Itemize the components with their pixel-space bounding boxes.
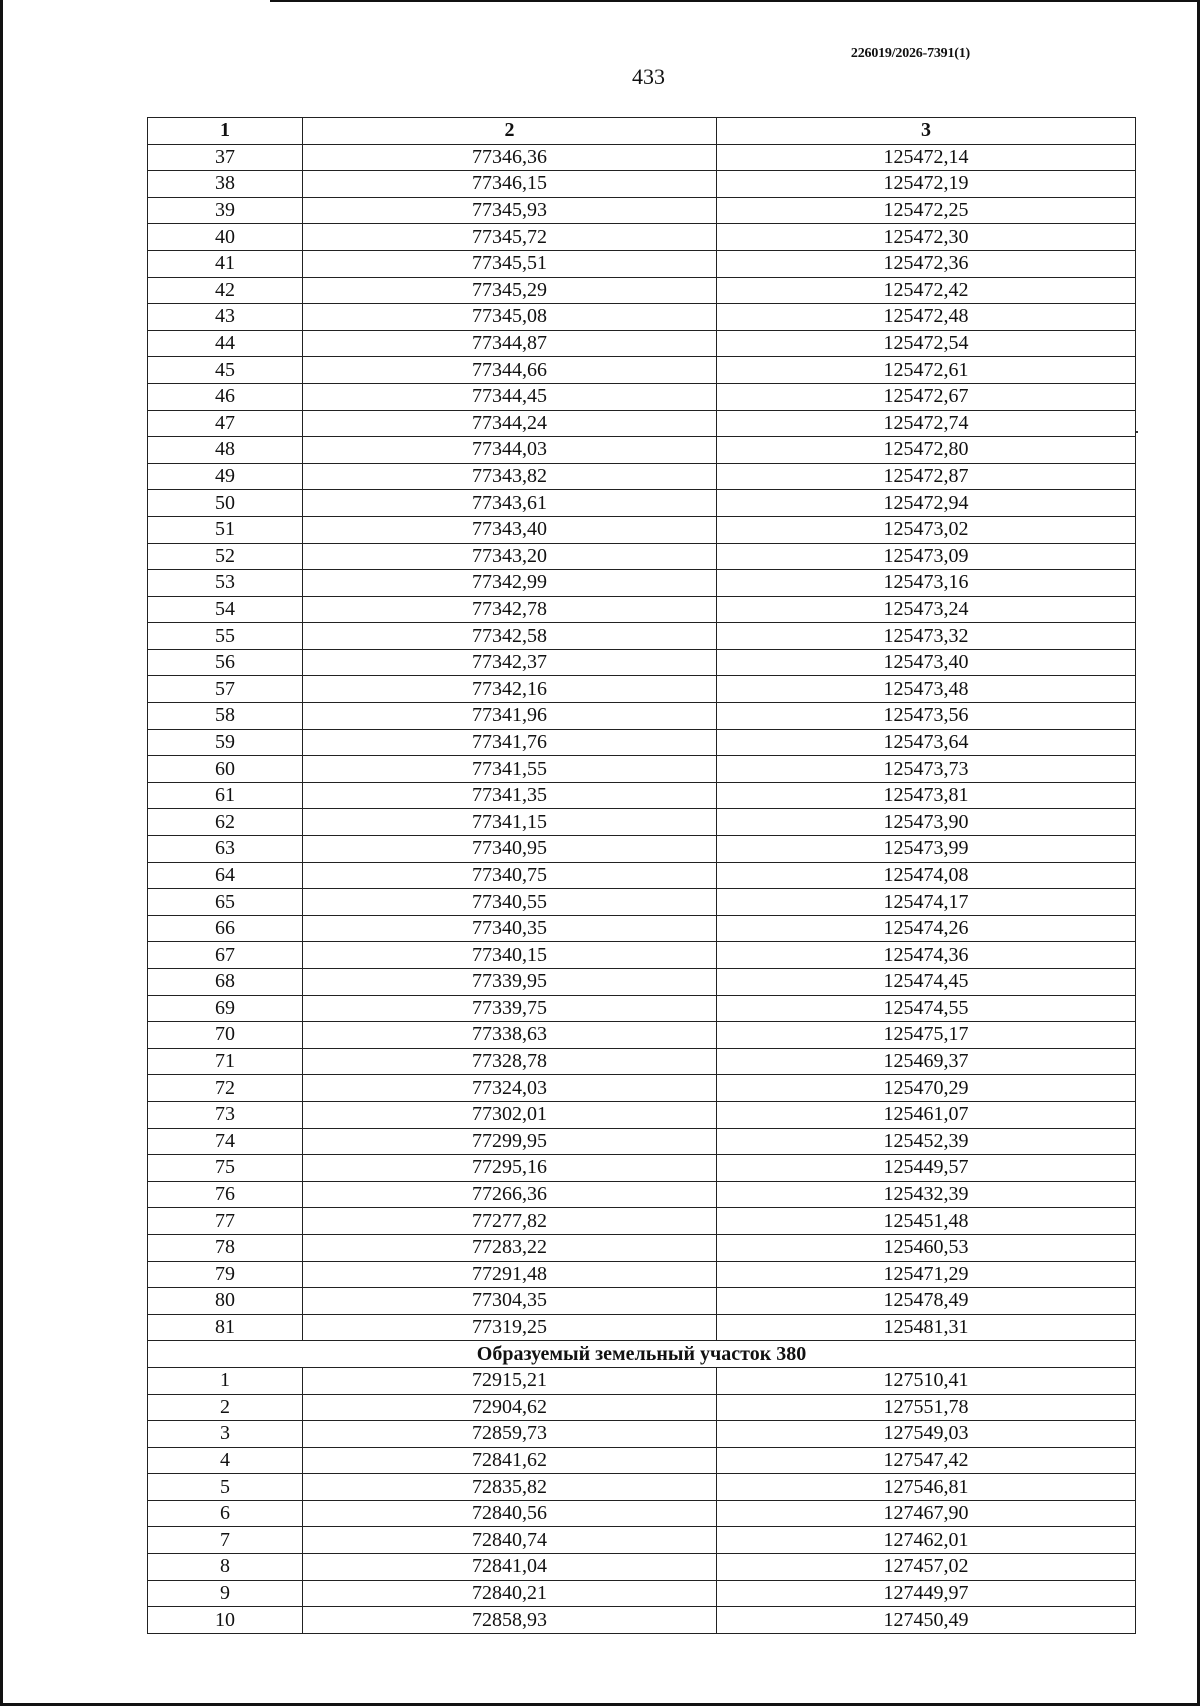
x-coordinate-cell: 72841,62 bbox=[303, 1447, 717, 1474]
column-header-x: 2 bbox=[303, 118, 717, 145]
point-number-cell: 78 bbox=[148, 1234, 303, 1261]
table-row bbox=[148, 676, 1136, 703]
table-row bbox=[148, 277, 1136, 304]
table-row bbox=[148, 623, 1136, 650]
y-coordinate-cell: 125472,67 bbox=[717, 383, 1136, 410]
table-row bbox=[148, 1181, 1136, 1208]
x-coordinate-cell: 77340,95 bbox=[303, 836, 717, 863]
x-coordinate-cell: 77324,03 bbox=[303, 1075, 717, 1102]
point-number-cell: 66 bbox=[148, 915, 303, 942]
y-coordinate-cell: 125472,94 bbox=[717, 490, 1136, 517]
y-coordinate-cell: 125473,81 bbox=[717, 782, 1136, 809]
table-row bbox=[148, 836, 1136, 863]
table-row bbox=[148, 1580, 1136, 1607]
table-row bbox=[148, 729, 1136, 756]
y-coordinate-cell: 125472,42 bbox=[717, 277, 1136, 304]
table-row bbox=[148, 437, 1136, 464]
y-coordinate-cell: 125474,36 bbox=[717, 942, 1136, 969]
y-coordinate-cell: 125472,48 bbox=[717, 304, 1136, 331]
x-coordinate-cell: 77319,25 bbox=[303, 1314, 717, 1341]
x-coordinate-cell: 72840,74 bbox=[303, 1527, 717, 1554]
y-coordinate-cell: 127510,41 bbox=[717, 1367, 1136, 1394]
section-header-row bbox=[148, 1341, 1136, 1368]
x-coordinate-cell: 77266,36 bbox=[303, 1181, 717, 1208]
table-row bbox=[148, 490, 1136, 517]
table-row bbox=[148, 809, 1136, 836]
table-row bbox=[148, 144, 1136, 171]
y-coordinate-cell: 127449,97 bbox=[717, 1580, 1136, 1607]
y-coordinate-cell: 125474,17 bbox=[717, 889, 1136, 916]
point-number-cell: 1 bbox=[148, 1367, 303, 1394]
x-coordinate-cell: 77339,75 bbox=[303, 995, 717, 1022]
y-coordinate-cell: 127547,42 bbox=[717, 1447, 1136, 1474]
x-coordinate-cell: 77344,87 bbox=[303, 330, 717, 357]
x-coordinate-cell: 72904,62 bbox=[303, 1394, 717, 1421]
point-number-cell: 54 bbox=[148, 596, 303, 623]
table-row bbox=[148, 1367, 1136, 1394]
x-coordinate-cell: 72840,21 bbox=[303, 1580, 717, 1607]
y-coordinate-cell: 125473,09 bbox=[717, 543, 1136, 570]
x-coordinate-cell: 77295,16 bbox=[303, 1155, 717, 1182]
point-number-cell: 49 bbox=[148, 463, 303, 490]
x-coordinate-cell: 72859,73 bbox=[303, 1421, 717, 1448]
table-row bbox=[148, 1208, 1136, 1235]
table-row bbox=[148, 1048, 1136, 1075]
table-row bbox=[148, 1128, 1136, 1155]
page-number: 433 bbox=[632, 64, 665, 89]
point-number-cell: 67 bbox=[148, 942, 303, 969]
point-number-cell: 38 bbox=[148, 171, 303, 198]
y-coordinate-cell: 125469,37 bbox=[717, 1048, 1136, 1075]
point-number-cell: 72 bbox=[148, 1075, 303, 1102]
y-coordinate-cell: 125472,19 bbox=[717, 171, 1136, 198]
y-coordinate-cell: 125474,55 bbox=[717, 995, 1136, 1022]
point-number-cell: 73 bbox=[148, 1101, 303, 1128]
table-row bbox=[148, 1607, 1136, 1634]
point-number-cell: 68 bbox=[148, 969, 303, 996]
x-coordinate-cell: 77343,61 bbox=[303, 490, 717, 517]
y-coordinate-cell: 125473,48 bbox=[717, 676, 1136, 703]
point-number-cell: 56 bbox=[148, 649, 303, 676]
y-coordinate-cell: 125473,90 bbox=[717, 809, 1136, 836]
x-coordinate-cell: 77343,40 bbox=[303, 516, 717, 543]
point-number-cell: 69 bbox=[148, 995, 303, 1022]
table-row bbox=[148, 410, 1136, 437]
x-coordinate-cell: 77302,01 bbox=[303, 1101, 717, 1128]
point-number-cell: 8 bbox=[148, 1554, 303, 1581]
point-number-cell: 76 bbox=[148, 1181, 303, 1208]
y-coordinate-cell: 127551,78 bbox=[717, 1394, 1136, 1421]
table-row bbox=[148, 782, 1136, 809]
table-row bbox=[148, 330, 1136, 357]
x-coordinate-cell: 77341,76 bbox=[303, 729, 717, 756]
table-row bbox=[148, 756, 1136, 783]
y-coordinate-cell: 125461,07 bbox=[717, 1101, 1136, 1128]
point-number-cell: 44 bbox=[148, 330, 303, 357]
table-row bbox=[148, 383, 1136, 410]
point-number-cell: 7 bbox=[148, 1527, 303, 1554]
x-coordinate-cell: 77291,48 bbox=[303, 1261, 717, 1288]
table-row bbox=[148, 1101, 1136, 1128]
table-row bbox=[148, 596, 1136, 623]
y-coordinate-cell: 125474,45 bbox=[717, 969, 1136, 996]
x-coordinate-cell: 77342,99 bbox=[303, 570, 717, 597]
x-coordinate-cell: 77338,63 bbox=[303, 1022, 717, 1049]
y-coordinate-cell: 125472,87 bbox=[717, 463, 1136, 490]
x-coordinate-cell: 77345,72 bbox=[303, 224, 717, 251]
y-coordinate-cell: 125473,99 bbox=[717, 836, 1136, 863]
table-row bbox=[148, 1261, 1136, 1288]
x-coordinate-cell: 77299,95 bbox=[303, 1128, 717, 1155]
point-number-cell: 53 bbox=[148, 570, 303, 597]
x-coordinate-cell: 77277,82 bbox=[303, 1208, 717, 1235]
table-row bbox=[148, 915, 1136, 942]
table-row bbox=[148, 969, 1136, 996]
table-row bbox=[148, 1474, 1136, 1501]
x-coordinate-cell: 77283,22 bbox=[303, 1234, 717, 1261]
y-coordinate-cell: 125470,29 bbox=[717, 1075, 1136, 1102]
point-number-cell: 37 bbox=[148, 144, 303, 171]
y-coordinate-cell: 127462,01 bbox=[717, 1527, 1136, 1554]
y-coordinate-cell: 125472,25 bbox=[717, 197, 1136, 224]
x-coordinate-cell: 77344,03 bbox=[303, 437, 717, 464]
point-number-cell: 57 bbox=[148, 676, 303, 703]
y-coordinate-cell: 125432,39 bbox=[717, 1181, 1136, 1208]
table-row bbox=[148, 543, 1136, 570]
y-coordinate-cell: 125473,64 bbox=[717, 729, 1136, 756]
x-coordinate-cell: 77342,37 bbox=[303, 649, 717, 676]
y-coordinate-cell: 125481,31 bbox=[717, 1314, 1136, 1341]
x-coordinate-cell: 77328,78 bbox=[303, 1048, 717, 1075]
point-number-cell: 46 bbox=[148, 383, 303, 410]
y-coordinate-cell: 125478,49 bbox=[717, 1288, 1136, 1315]
table-row bbox=[148, 1234, 1136, 1261]
table-row bbox=[148, 1421, 1136, 1448]
table-row bbox=[148, 1527, 1136, 1554]
table-row bbox=[148, 570, 1136, 597]
point-number-cell: 65 bbox=[148, 889, 303, 916]
y-coordinate-cell: 125452,39 bbox=[717, 1128, 1136, 1155]
point-number-cell: 55 bbox=[148, 623, 303, 650]
x-coordinate-cell: 77341,96 bbox=[303, 703, 717, 730]
y-coordinate-cell: 125460,53 bbox=[717, 1234, 1136, 1261]
point-number-cell: 60 bbox=[148, 756, 303, 783]
point-number-cell: 77 bbox=[148, 1208, 303, 1235]
point-number-cell: 48 bbox=[148, 437, 303, 464]
point-number-cell: 70 bbox=[148, 1022, 303, 1049]
y-coordinate-cell: 125473,24 bbox=[717, 596, 1136, 623]
point-number-cell: 3 bbox=[148, 1421, 303, 1448]
y-coordinate-cell: 127549,03 bbox=[717, 1421, 1136, 1448]
x-coordinate-cell: 77344,45 bbox=[303, 383, 717, 410]
point-number-cell: 41 bbox=[148, 250, 303, 277]
table-row bbox=[148, 1022, 1136, 1049]
x-coordinate-cell: 77342,58 bbox=[303, 623, 717, 650]
point-number-cell: 39 bbox=[148, 197, 303, 224]
x-coordinate-cell: 77344,66 bbox=[303, 357, 717, 384]
y-coordinate-cell: 125472,74 bbox=[717, 410, 1136, 437]
y-coordinate-cell: 127457,02 bbox=[717, 1554, 1136, 1581]
y-coordinate-cell: 125451,48 bbox=[717, 1208, 1136, 1235]
point-number-cell: 59 bbox=[148, 729, 303, 756]
column-header-y: 3 bbox=[717, 118, 1136, 145]
point-number-cell: 6 bbox=[148, 1500, 303, 1527]
x-coordinate-cell: 77340,75 bbox=[303, 862, 717, 889]
y-coordinate-cell: 125472,54 bbox=[717, 330, 1136, 357]
x-coordinate-cell: 77346,36 bbox=[303, 144, 717, 171]
y-coordinate-cell: 125472,61 bbox=[717, 357, 1136, 384]
x-coordinate-cell: 72840,56 bbox=[303, 1500, 717, 1527]
y-coordinate-cell: 125471,29 bbox=[717, 1261, 1136, 1288]
y-coordinate-cell: 125449,57 bbox=[717, 1155, 1136, 1182]
x-coordinate-cell: 77341,35 bbox=[303, 782, 717, 809]
table-row bbox=[148, 1288, 1136, 1315]
y-coordinate-cell: 125473,02 bbox=[717, 516, 1136, 543]
table-row bbox=[148, 197, 1136, 224]
x-coordinate-cell: 77339,95 bbox=[303, 969, 717, 996]
y-coordinate-cell: 125473,40 bbox=[717, 649, 1136, 676]
point-number-cell: 75 bbox=[148, 1155, 303, 1182]
point-number-cell: 63 bbox=[148, 836, 303, 863]
x-coordinate-cell: 77345,93 bbox=[303, 197, 717, 224]
point-number-cell: 62 bbox=[148, 809, 303, 836]
x-coordinate-cell: 77341,15 bbox=[303, 809, 717, 836]
scan-speck bbox=[1136, 431, 1138, 433]
x-coordinate-cell: 72915,21 bbox=[303, 1367, 717, 1394]
x-coordinate-cell: 77341,55 bbox=[303, 756, 717, 783]
point-number-cell: 4 bbox=[148, 1447, 303, 1474]
point-number-cell: 45 bbox=[148, 357, 303, 384]
table-row bbox=[148, 304, 1136, 331]
y-coordinate-cell: 125472,36 bbox=[717, 250, 1136, 277]
point-number-cell: 81 bbox=[148, 1314, 303, 1341]
table-row bbox=[148, 224, 1136, 251]
point-number-cell: 5 bbox=[148, 1474, 303, 1501]
top-rule bbox=[270, 0, 1200, 2]
table-row bbox=[148, 250, 1136, 277]
table-row bbox=[148, 995, 1136, 1022]
point-number-cell: 42 bbox=[148, 277, 303, 304]
point-number-cell: 10 bbox=[148, 1607, 303, 1634]
x-coordinate-cell: 77340,35 bbox=[303, 915, 717, 942]
y-coordinate-cell: 127467,90 bbox=[717, 1500, 1136, 1527]
x-coordinate-cell: 77345,51 bbox=[303, 250, 717, 277]
table-header-row bbox=[148, 118, 1136, 145]
point-number-cell: 2 bbox=[148, 1394, 303, 1421]
point-number-cell: 9 bbox=[148, 1580, 303, 1607]
table-row bbox=[148, 1075, 1136, 1102]
point-number-cell: 52 bbox=[148, 543, 303, 570]
y-coordinate-cell: 127450,49 bbox=[717, 1607, 1136, 1634]
document-number: 226019/2026-7391(1) bbox=[850, 46, 970, 61]
point-number-cell: 64 bbox=[148, 862, 303, 889]
table-row bbox=[148, 171, 1136, 198]
section-title: Образуемый земельный участок 380 bbox=[148, 1341, 1136, 1368]
table-body bbox=[148, 144, 1136, 1633]
x-coordinate-cell: 77345,29 bbox=[303, 277, 717, 304]
x-coordinate-cell: 77345,08 bbox=[303, 304, 717, 331]
point-number-cell: 50 bbox=[148, 490, 303, 517]
point-number-cell: 43 bbox=[148, 304, 303, 331]
y-coordinate-cell: 127546,81 bbox=[717, 1474, 1136, 1501]
x-coordinate-cell: 77342,16 bbox=[303, 676, 717, 703]
table-row bbox=[148, 516, 1136, 543]
y-coordinate-cell: 125475,17 bbox=[717, 1022, 1136, 1049]
table-row bbox=[148, 649, 1136, 676]
table-row bbox=[148, 1314, 1136, 1341]
point-number-cell: 61 bbox=[148, 782, 303, 809]
x-coordinate-cell: 77340,55 bbox=[303, 889, 717, 916]
table-row bbox=[148, 942, 1136, 969]
y-coordinate-cell: 125474,26 bbox=[717, 915, 1136, 942]
point-number-cell: 80 bbox=[148, 1288, 303, 1315]
point-number-cell: 79 bbox=[148, 1261, 303, 1288]
x-coordinate-cell: 72858,93 bbox=[303, 1607, 717, 1634]
point-number-cell: 74 bbox=[148, 1128, 303, 1155]
x-coordinate-cell: 77346,15 bbox=[303, 171, 717, 198]
y-coordinate-cell: 125473,16 bbox=[717, 570, 1136, 597]
point-number-cell: 58 bbox=[148, 703, 303, 730]
table-row bbox=[148, 703, 1136, 730]
y-coordinate-cell: 125473,32 bbox=[717, 623, 1136, 650]
y-coordinate-cell: 125473,56 bbox=[717, 703, 1136, 730]
x-coordinate-cell: 77343,20 bbox=[303, 543, 717, 570]
point-number-cell: 40 bbox=[148, 224, 303, 251]
x-coordinate-cell: 77343,82 bbox=[303, 463, 717, 490]
x-coordinate-cell: 72835,82 bbox=[303, 1474, 717, 1501]
table-row bbox=[148, 357, 1136, 384]
column-header-point: 1 bbox=[148, 118, 303, 145]
point-number-cell: 47 bbox=[148, 410, 303, 437]
point-number-cell: 71 bbox=[148, 1048, 303, 1075]
table-row bbox=[148, 1394, 1136, 1421]
x-coordinate-cell: 77304,35 bbox=[303, 1288, 717, 1315]
table-row bbox=[148, 862, 1136, 889]
x-coordinate-cell: 72841,04 bbox=[303, 1554, 717, 1581]
table-row bbox=[148, 1554, 1136, 1581]
table-row bbox=[148, 1500, 1136, 1527]
y-coordinate-cell: 125474,08 bbox=[717, 862, 1136, 889]
x-coordinate-cell: 77342,78 bbox=[303, 596, 717, 623]
table-row bbox=[148, 889, 1136, 916]
table-row bbox=[148, 463, 1136, 490]
table-row bbox=[148, 1447, 1136, 1474]
x-coordinate-cell: 77340,15 bbox=[303, 942, 717, 969]
y-coordinate-cell: 125472,30 bbox=[717, 224, 1136, 251]
table-row bbox=[148, 1155, 1136, 1182]
coordinates-table bbox=[147, 117, 1136, 1634]
x-coordinate-cell: 77344,24 bbox=[303, 410, 717, 437]
y-coordinate-cell: 125472,14 bbox=[717, 144, 1136, 171]
point-number-cell: 51 bbox=[148, 516, 303, 543]
y-coordinate-cell: 125473,73 bbox=[717, 756, 1136, 783]
y-coordinate-cell: 125472,80 bbox=[717, 437, 1136, 464]
